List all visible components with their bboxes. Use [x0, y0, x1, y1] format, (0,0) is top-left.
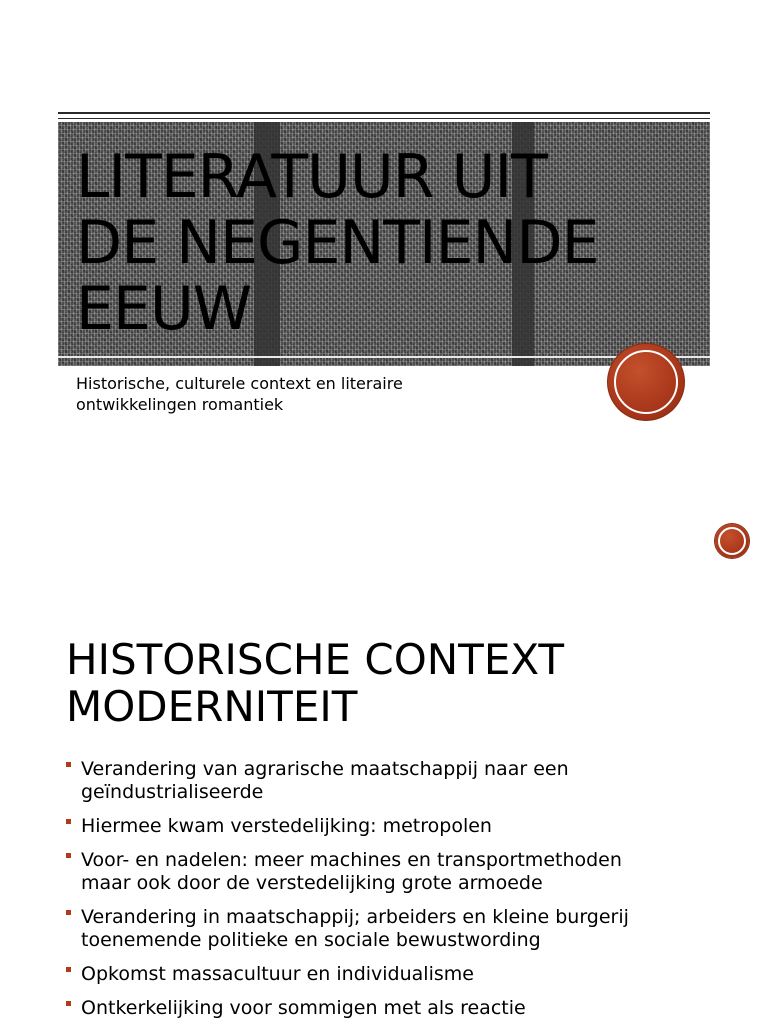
bullet-item — [66, 758, 726, 804]
bullet-text: Verandering van agrarische maatschappij naar een — [81, 758, 569, 780]
slide-heading — [66, 636, 706, 730]
bullet-text: Voor- en nadelen: meer machines en transportmethoden — [81, 849, 622, 871]
banner-bottom-line — [58, 356, 710, 358]
square-bullet-icon — [66, 999, 73, 1008]
bullet-text: Verandering in maatschappij; arbeiders en kleine burgerij — [81, 906, 629, 928]
bullet-item — [66, 815, 726, 838]
bullet-text: maar ook door de verstedelijking grote armoede — [81, 872, 543, 894]
banner-top-rule-thin — [58, 118, 710, 119]
content-slide — [0, 576, 768, 1024]
slide-title-line: LITERATUUR UIT — [76, 142, 547, 212]
bullet-text: Opkomst massacultuur en individualisme — [81, 963, 474, 985]
slide-subtitle-line: Historische, culturele context en literaire — [76, 374, 403, 393]
slide-title-line: EEUW — [76, 274, 252, 344]
bullet-item — [66, 849, 726, 895]
square-bullet-icon — [66, 965, 73, 974]
slide-heading-line: MODERNITEIT — [66, 682, 358, 731]
square-bullet-icon — [66, 760, 73, 769]
bullet-text: Ontkerkelijking voor sommigen met als reactie — [81, 997, 526, 1019]
red-circle-icon — [715, 524, 749, 558]
bullet-list — [66, 758, 726, 1031]
bullet-item — [66, 906, 726, 952]
square-bullet-icon — [66, 817, 73, 826]
slide-title-line: DE NEGENTIENDE — [76, 208, 599, 278]
bullet-item — [66, 997, 726, 1020]
square-bullet-icon — [66, 851, 73, 860]
slide-subtitle — [76, 373, 596, 415]
slide-title — [76, 144, 716, 342]
banner-top-rule — [58, 112, 710, 114]
bullet-text: toenemende politieke en sociale bewustwording — [81, 929, 541, 951]
slide-subtitle-line: ontwikkelingen romantiek — [76, 395, 284, 414]
square-bullet-icon — [66, 908, 73, 917]
bullet-item — [66, 963, 726, 986]
bullet-text: Hiermee kwam verstedelijking: metropolen — [81, 815, 492, 837]
red-circle-icon — [608, 344, 684, 420]
slide-heading-line: HISTORISCHE CONTEXT — [66, 635, 565, 684]
bullet-text: geïndustrialiseerde — [81, 781, 264, 803]
